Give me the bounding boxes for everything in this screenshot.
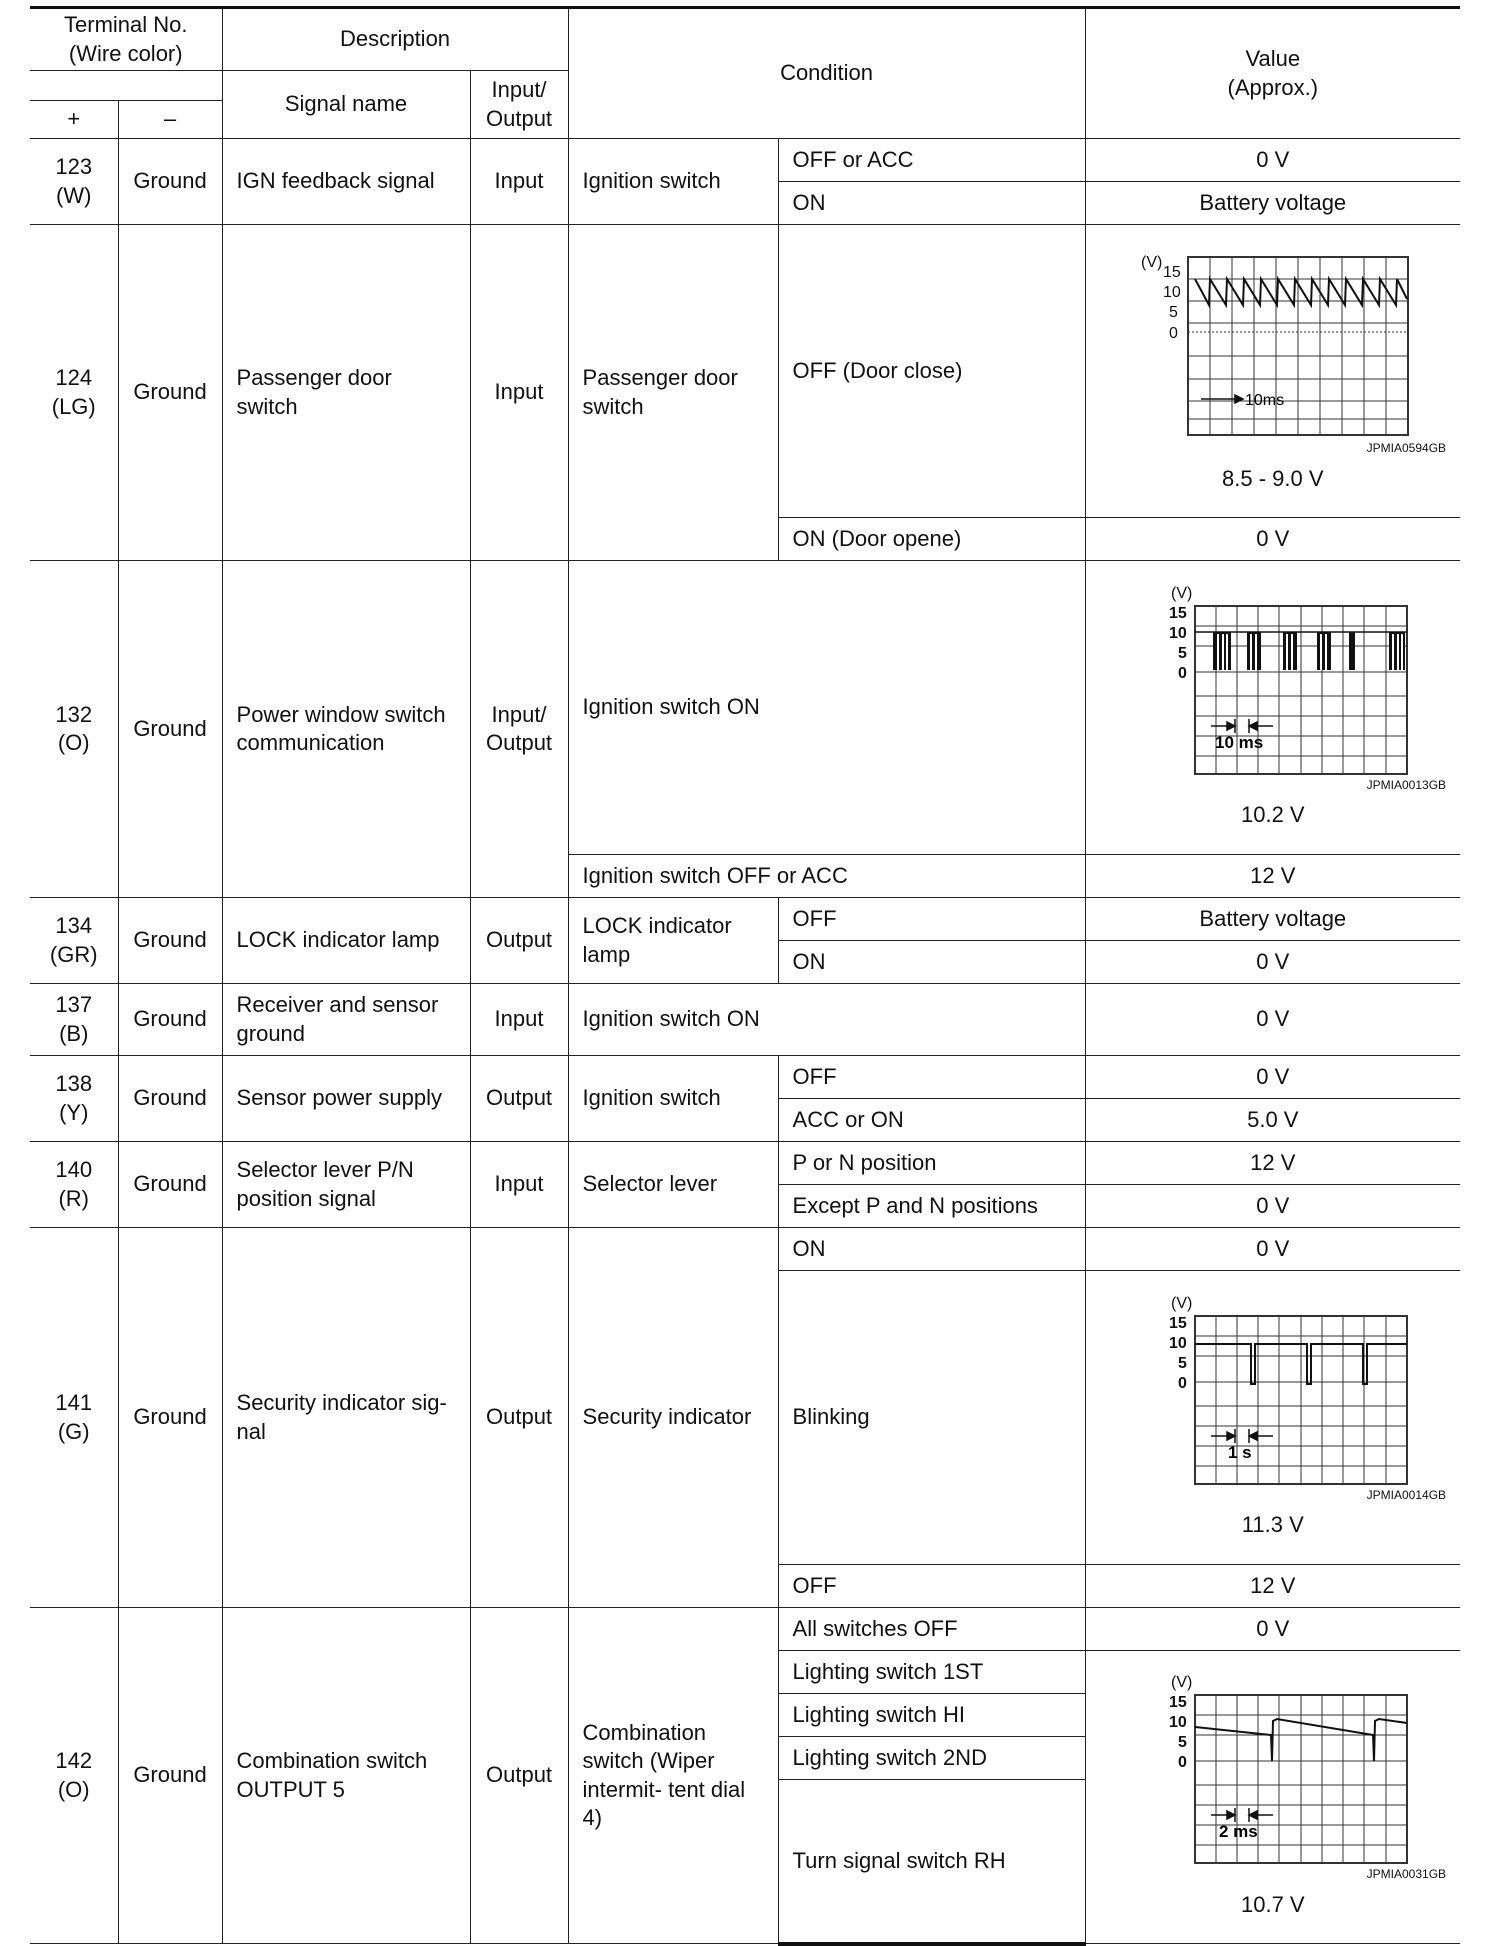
signal-name-cell: Sensor power supply [222,1056,470,1142]
terminal-cell: 132 (O) [30,561,118,898]
waveform-door-switch [1123,249,1423,439]
scale-0: 0 [1177,664,1187,682]
value-header: Value (Approx.) [1085,8,1460,139]
signal-name-cell: Power window switch communication [222,561,470,898]
value-cell: 12 V [1085,1565,1460,1608]
condition-cell: Ignition switch ON [568,561,1085,855]
signal-name-cell: IGN feedback signal [222,139,470,225]
sub-condition-cell: Lighting switch 1ST [778,1651,1085,1694]
waveform-security-indicator [1123,1296,1423,1486]
ground-cell: Ground [118,1228,222,1608]
condition-cell: Ignition switch [568,139,778,225]
value-text: 11.3 V [1241,1512,1304,1538]
signal-name-cell: Receiver and sensor ground [222,984,470,1056]
waveform-power-window [1123,586,1423,776]
signal-name-cell: LOCK indicator lamp [222,898,470,984]
value-cell: 5.0 V [1085,1099,1460,1142]
scale-unit: (V) [1170,1295,1193,1312]
ground-cell: Ground [118,139,222,225]
io-cell: Input [470,984,568,1056]
sub-condition-cell: Except P and N positions [778,1185,1085,1228]
scale-unit: (V) [1170,585,1193,602]
signal-name-cell: Selector lever P/N position signal [222,1142,470,1228]
condition-cell: Security indicator [568,1228,778,1608]
description-header: Description [222,8,568,71]
time-div-label: 10 ms [1214,732,1263,752]
sub-condition-cell: ON [778,1228,1085,1271]
value-cell: 0 V [1085,984,1460,1056]
terminal-table [30,6,1460,1946]
scale-5: 5 [1168,304,1178,322]
terminal-no-header-cont [30,71,222,101]
waveform-combination-switch [1123,1675,1423,1865]
value-cell: 0 V [1085,941,1460,984]
signal-name-cell: Security indicator sig- nal [222,1228,470,1608]
sub-condition-cell: OFF [778,898,1085,941]
figure-id: JPMIA0031GB [1366,1867,1447,1882]
scale-10: 10 [1162,284,1181,302]
condition-cell: Selector lever [568,1142,778,1228]
value-cell: 0 V [1085,139,1460,182]
value-text: 10.7 V [1240,1891,1305,1917]
sub-condition-cell: ACC or ON [778,1099,1085,1142]
sub-condition-cell: ON [778,941,1085,984]
value-cell: Battery voltage [1085,898,1460,941]
sub-condition-cell: ON (Door opene) [778,518,1085,561]
io-cell: Input/ Output [470,561,568,898]
value-cell: 0 V [1085,1228,1460,1271]
scale-5: 5 [1177,1734,1187,1752]
value-cell [1085,225,1460,518]
sub-condition-cell: OFF (Door close) [778,225,1085,518]
value-text: 8.5 - 9.0 V [1222,465,1324,491]
scale-0: 0 [1177,1754,1187,1772]
scale-0: 0 [1177,1374,1187,1392]
terminal-cell: 137 (B) [30,984,118,1056]
figure-id: JPMIA0013GB [1366,777,1447,792]
value-cell: 0 V [1085,1185,1460,1228]
sub-condition-cell: Blinking [778,1271,1085,1565]
scale-5: 5 [1177,1354,1187,1372]
value-cell [1085,561,1460,855]
ground-cell: Ground [118,898,222,984]
plus-header: + [30,101,118,139]
minus-header: – [118,101,222,139]
scale-15: 15 [1168,1314,1187,1332]
io-cell: Output [470,1228,568,1608]
scale-unit: (V) [1140,254,1163,272]
value-cell: 12 V [1085,855,1460,898]
sub-condition-cell: ON [778,182,1085,225]
sub-condition-cell: Turn signal switch RH [778,1780,1085,1944]
signal-name-cell: Combination switch OUTPUT 5 [222,1608,470,1944]
condition-header: Condition [568,8,1085,139]
terminal-cell: 140 (R) [30,1142,118,1228]
scale-15: 15 [1168,604,1187,622]
terminal-table-container [30,6,1460,1946]
value-cell: 0 V [1085,1056,1460,1099]
ground-cell: Ground [118,984,222,1056]
figure-id: JPMIA0594GB [1366,441,1447,456]
condition-cell: Ignition switch OFF or ACC [568,855,1085,898]
scale-15: 15 [1162,264,1181,282]
time-div-label: 2 ms [1218,1822,1258,1842]
value-text: 10.2 V [1240,802,1305,828]
terminal-cell: 142 (O) [30,1608,118,1944]
sub-condition-cell: OFF or ACC [778,139,1085,182]
value-cell: 0 V [1085,1608,1460,1651]
io-cell: Output [470,898,568,984]
scale-unit: (V) [1170,1675,1193,1692]
scale-10: 10 [1168,624,1187,642]
terminal-cell: 134 (GR) [30,898,118,984]
value-cell: Battery voltage [1085,182,1460,225]
ground-cell: Ground [118,561,222,898]
signal-name-header: Signal name [222,71,470,139]
ground-cell: Ground [118,1142,222,1228]
terminal-cell: 141 (G) [30,1228,118,1608]
ground-cell: Ground [118,1056,222,1142]
time-div-label: 1 s [1227,1442,1252,1462]
terminal-no-header: Terminal No. (Wire color) [30,8,222,71]
scale-0: 0 [1168,325,1178,343]
value-cell: 12 V [1085,1142,1460,1185]
value-cell: 0 V [1085,518,1460,561]
terminal-cell: 124 (LG) [30,225,118,561]
value-cell [1085,1651,1460,1944]
sub-condition-cell: All switches OFF [778,1608,1085,1651]
io-cell: Input [470,225,568,561]
value-cell [1085,1271,1460,1565]
io-cell: Input [470,139,568,225]
scale-5: 5 [1177,644,1187,662]
condition-cell: Combination switch (Wiper intermit- tent dial 4) [568,1608,778,1944]
signal-name-cell: Passenger door switch [222,225,470,561]
terminal-cell: 138 (Y) [30,1056,118,1142]
io-cell: Output [470,1056,568,1142]
ground-cell: Ground [118,1608,222,1944]
condition-cell: Ignition switch ON [568,984,1085,1056]
io-cell: Output [470,1608,568,1944]
io-cell: Input [470,1142,568,1228]
sub-condition-cell: Lighting switch HI [778,1694,1085,1737]
terminal-cell: 123 (W) [30,139,118,225]
condition-cell: Passenger door switch [568,225,778,561]
ground-cell: Ground [118,225,222,561]
sub-condition-cell: Lighting switch 2ND [778,1737,1085,1780]
scale-10: 10 [1168,1714,1187,1732]
sub-condition-cell: OFF [778,1056,1085,1099]
sub-condition-cell: P or N position [778,1142,1085,1185]
sub-condition-cell: OFF [778,1565,1085,1608]
condition-cell: Ignition switch [568,1056,778,1142]
condition-cell: LOCK indicator lamp [568,898,778,984]
scale-10: 10 [1168,1334,1187,1352]
time-div-label: 10ms [1244,392,1284,410]
io-header: Input/ Output [470,71,568,139]
figure-id: JPMIA0014GB [1366,1487,1447,1502]
scale-15: 15 [1168,1694,1187,1712]
